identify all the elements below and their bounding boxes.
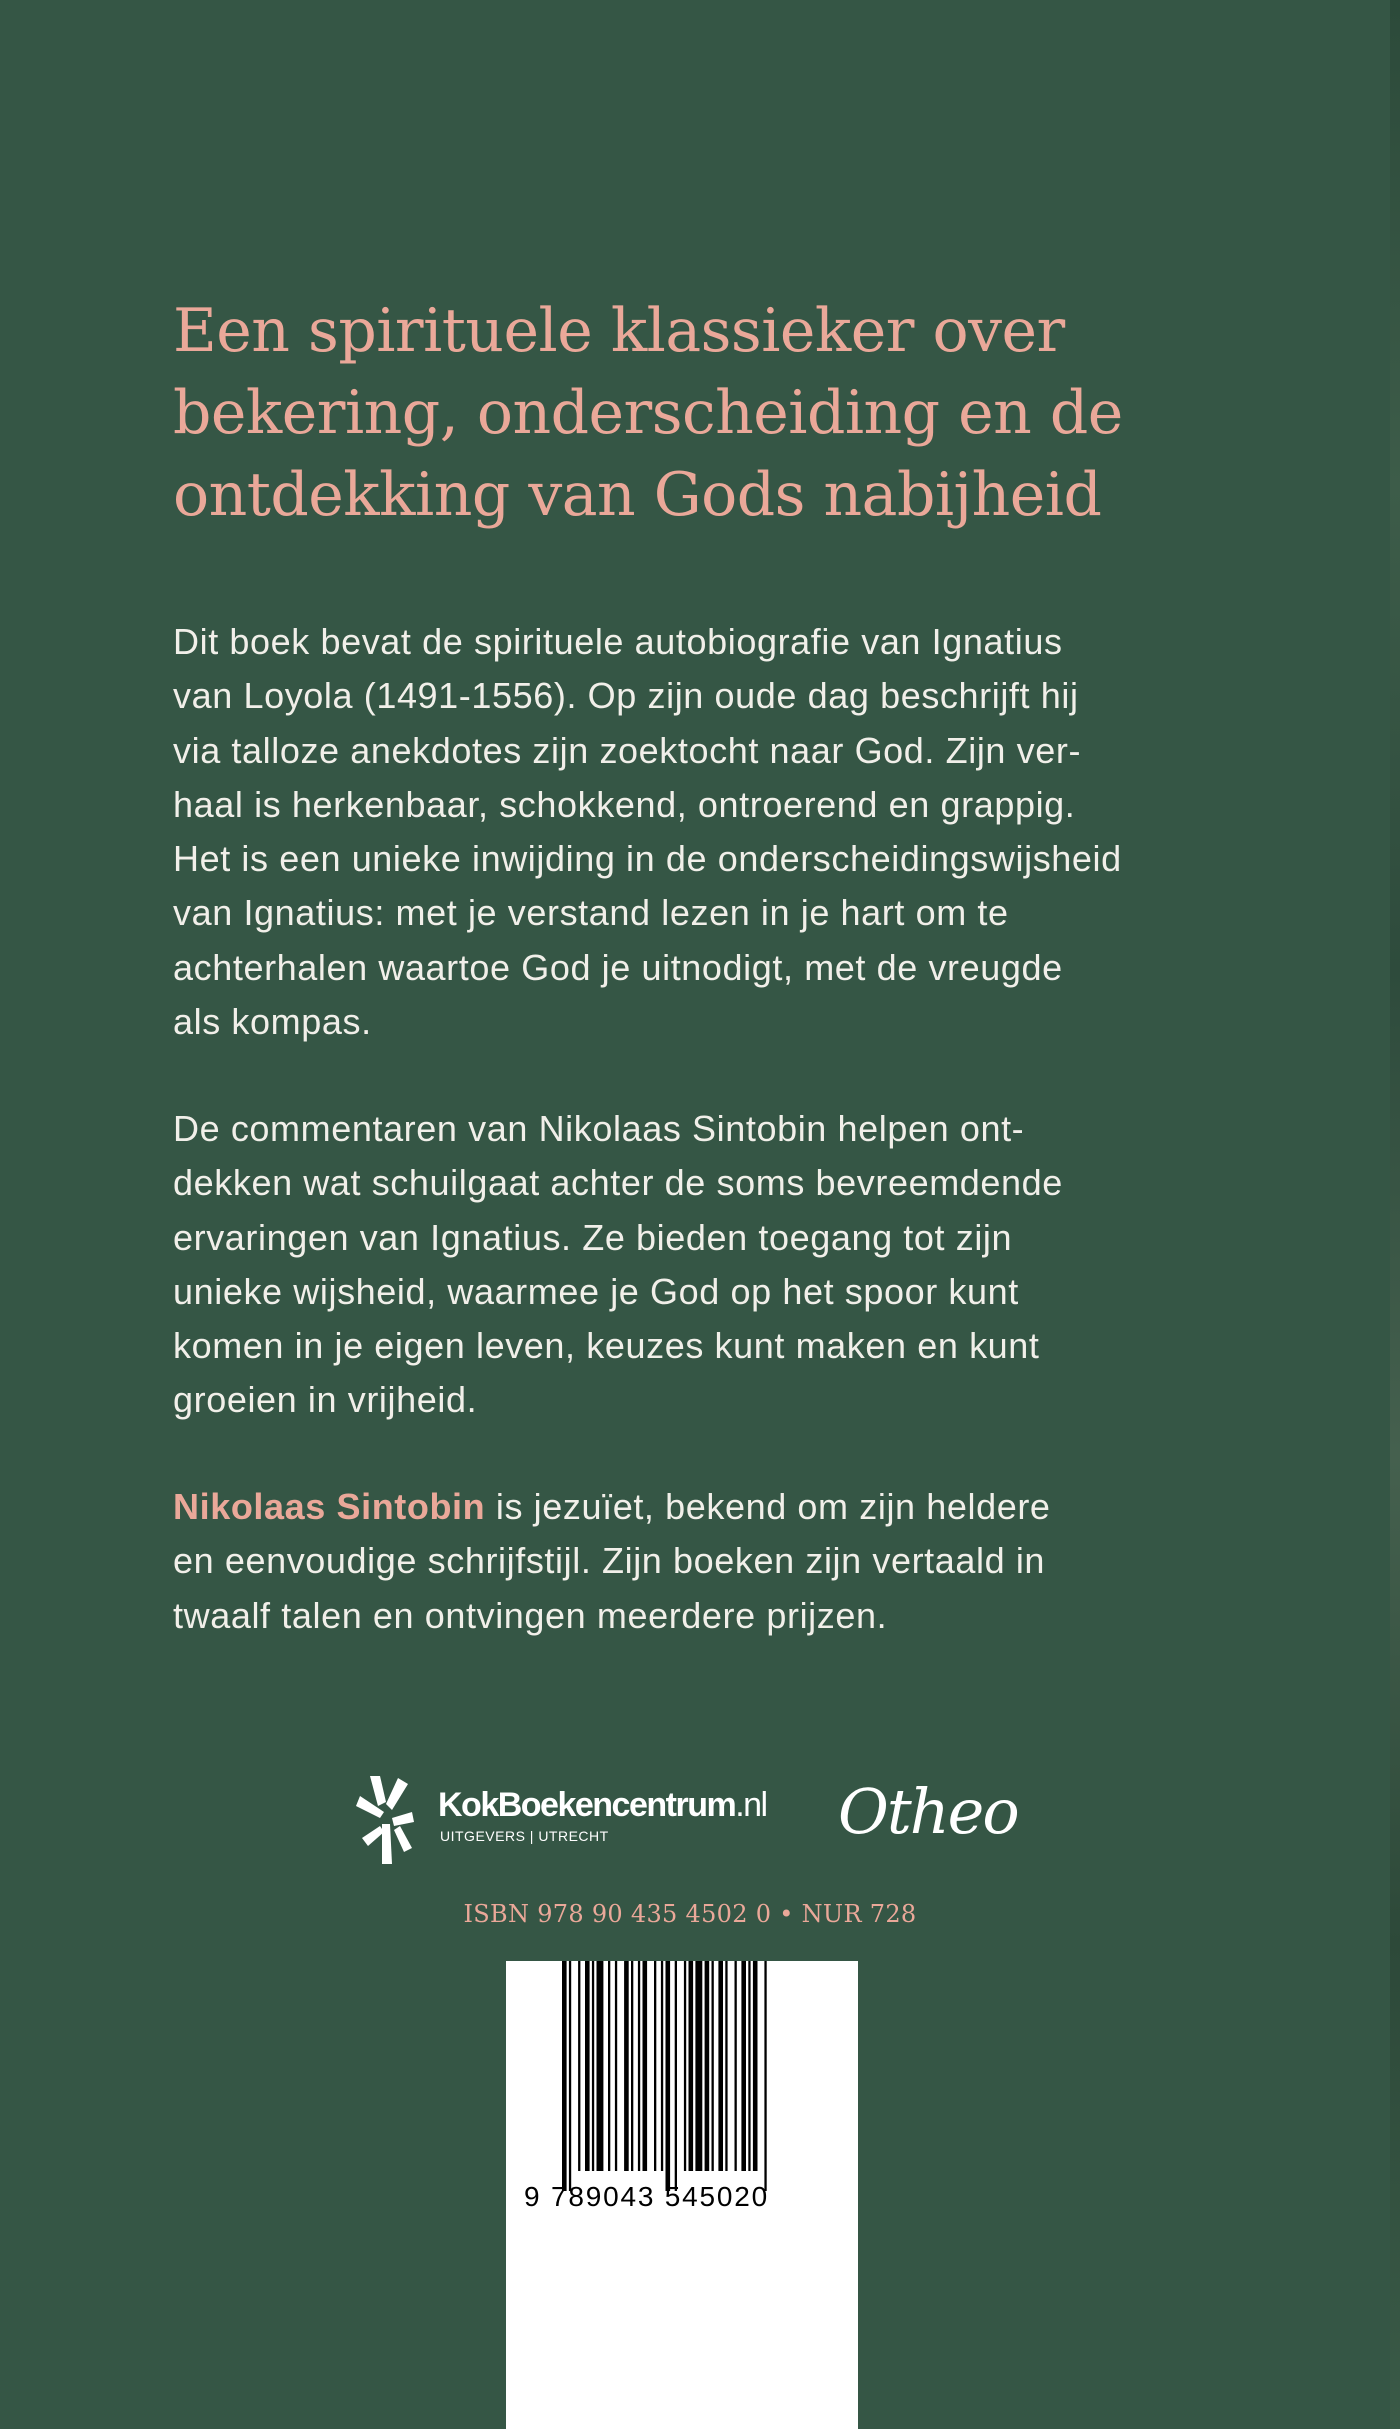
text-line: achterhalen waartoe God je uitnodigt, met de vreugde [173, 946, 1063, 988]
publisher-logo [356, 1770, 786, 1870]
barcode-bar [654, 1961, 656, 2171]
publisher-subtitle: UITGEVERS | UTRECHT [440, 1828, 609, 1844]
barcode-bar [684, 1961, 686, 2171]
barcode [506, 1961, 858, 2429]
tagline-line: Een spirituele klassieker over [173, 296, 1065, 366]
barcode-bar [578, 1961, 580, 2171]
barcode-bar [675, 1961, 677, 2191]
imprint-logo: Otheo [838, 1775, 1018, 1848]
text-line [173, 1480, 1233, 1534]
text-line: van Ignatius: met je verstand lezen in je hart om te [173, 892, 1009, 934]
tagline-line: ontdekking van Gods nabijheid [173, 460, 1102, 530]
barcode-bar [695, 1961, 702, 2171]
barcode-bar [608, 1961, 610, 2171]
description-paragraph-1 [173, 615, 1233, 1049]
barcode-digits: 9 789043 545020 [524, 2181, 769, 2212]
barcode-bar [689, 1961, 694, 2171]
description-paragraph-2 [173, 1102, 1233, 1428]
barcode-bar [615, 1961, 617, 2171]
barcode-bar [764, 1961, 766, 2191]
barcode-bar [666, 1961, 671, 2191]
barcode-bar [638, 1961, 640, 2171]
publisher-name [438, 1786, 767, 1825]
tagline-line: bekering, onderscheiding en de [173, 378, 1123, 448]
barcode-bar [562, 1961, 567, 2191]
barcode-bar [661, 1961, 663, 2171]
barcode-bar [631, 1961, 633, 2171]
isbn-text: ISBN 978 90 435 4502 0 • NUR 728 [463, 1900, 917, 1928]
text-line: De commentaren van Nikolaas Sintobin helpen ont- [173, 1108, 1025, 1149]
text-line: groeien in vrijheid. [173, 1379, 478, 1421]
spine-edge [1390, 0, 1400, 2429]
barcode-bar [748, 1961, 750, 2171]
publisher-name-main: KokBoekencentrum [438, 1786, 736, 1824]
text-line: Dit boek bevat de spirituele autobiografie van Ignatius [173, 621, 1063, 662]
barcode-bar [725, 1961, 727, 2171]
barcode-bars [554, 1961, 824, 2201]
text-line: via talloze anekdotes zijn zoektocht naar God. Zijn ver- [173, 729, 1082, 771]
barcode-bar [705, 1961, 710, 2171]
barcode-bar [718, 1961, 723, 2171]
text-line: Het is een unieke inwijding in de onderscheidingswijsheid [173, 838, 1122, 880]
text-line: unieke wijsheid, waarmee je God op het spoor kunt [173, 1270, 1019, 1312]
text-line: haal is herkenbaar, schokkend, ontroerend en grappig. [173, 783, 1076, 825]
tagline-heading [173, 290, 1233, 536]
barcode-bar [753, 1961, 758, 2171]
kokboekencentrum-star-icon [356, 1772, 416, 1868]
author-bio-text: is jezuïet, bekend om zijn heldere [485, 1486, 1051, 1527]
publisher-name-tld: .nl [735, 1786, 767, 1824]
text-line: van Loyola (1491-1556). Op zijn oude dag beschrijft hij [173, 675, 1079, 717]
barcode-bar [597, 1961, 604, 2171]
barcode-bar [735, 1961, 737, 2171]
barcode-bar [712, 1961, 714, 2171]
text-line: twaalf talen en ontvingen meerdere prijzen. [173, 1594, 888, 1636]
barcode-bar [569, 1961, 571, 2191]
author-bio [173, 1480, 1233, 1643]
barcode-bar [585, 1961, 590, 2171]
text-line: ervaringen van Ignatius. Ze bieden toegang tot zijn [173, 1216, 1013, 1258]
author-name: Nikolaas Sintobin [173, 1486, 486, 1527]
barcode-bar [624, 1961, 629, 2171]
barcode-bar [592, 1961, 594, 2171]
text-line: en eenvoudige schrijfstijl. Zijn boeken zijn vertaald in [173, 1540, 1046, 1582]
text-line: dekken wat schuilgaat achter de soms bevreemdende [173, 1162, 1063, 1204]
text-line: als kompas. [173, 1001, 372, 1043]
text-line: komen in je eigen leven, keuzes kunt maken en kunt [173, 1325, 1040, 1367]
barcode-bar [741, 1961, 746, 2171]
barcode-bar [643, 1961, 648, 2171]
